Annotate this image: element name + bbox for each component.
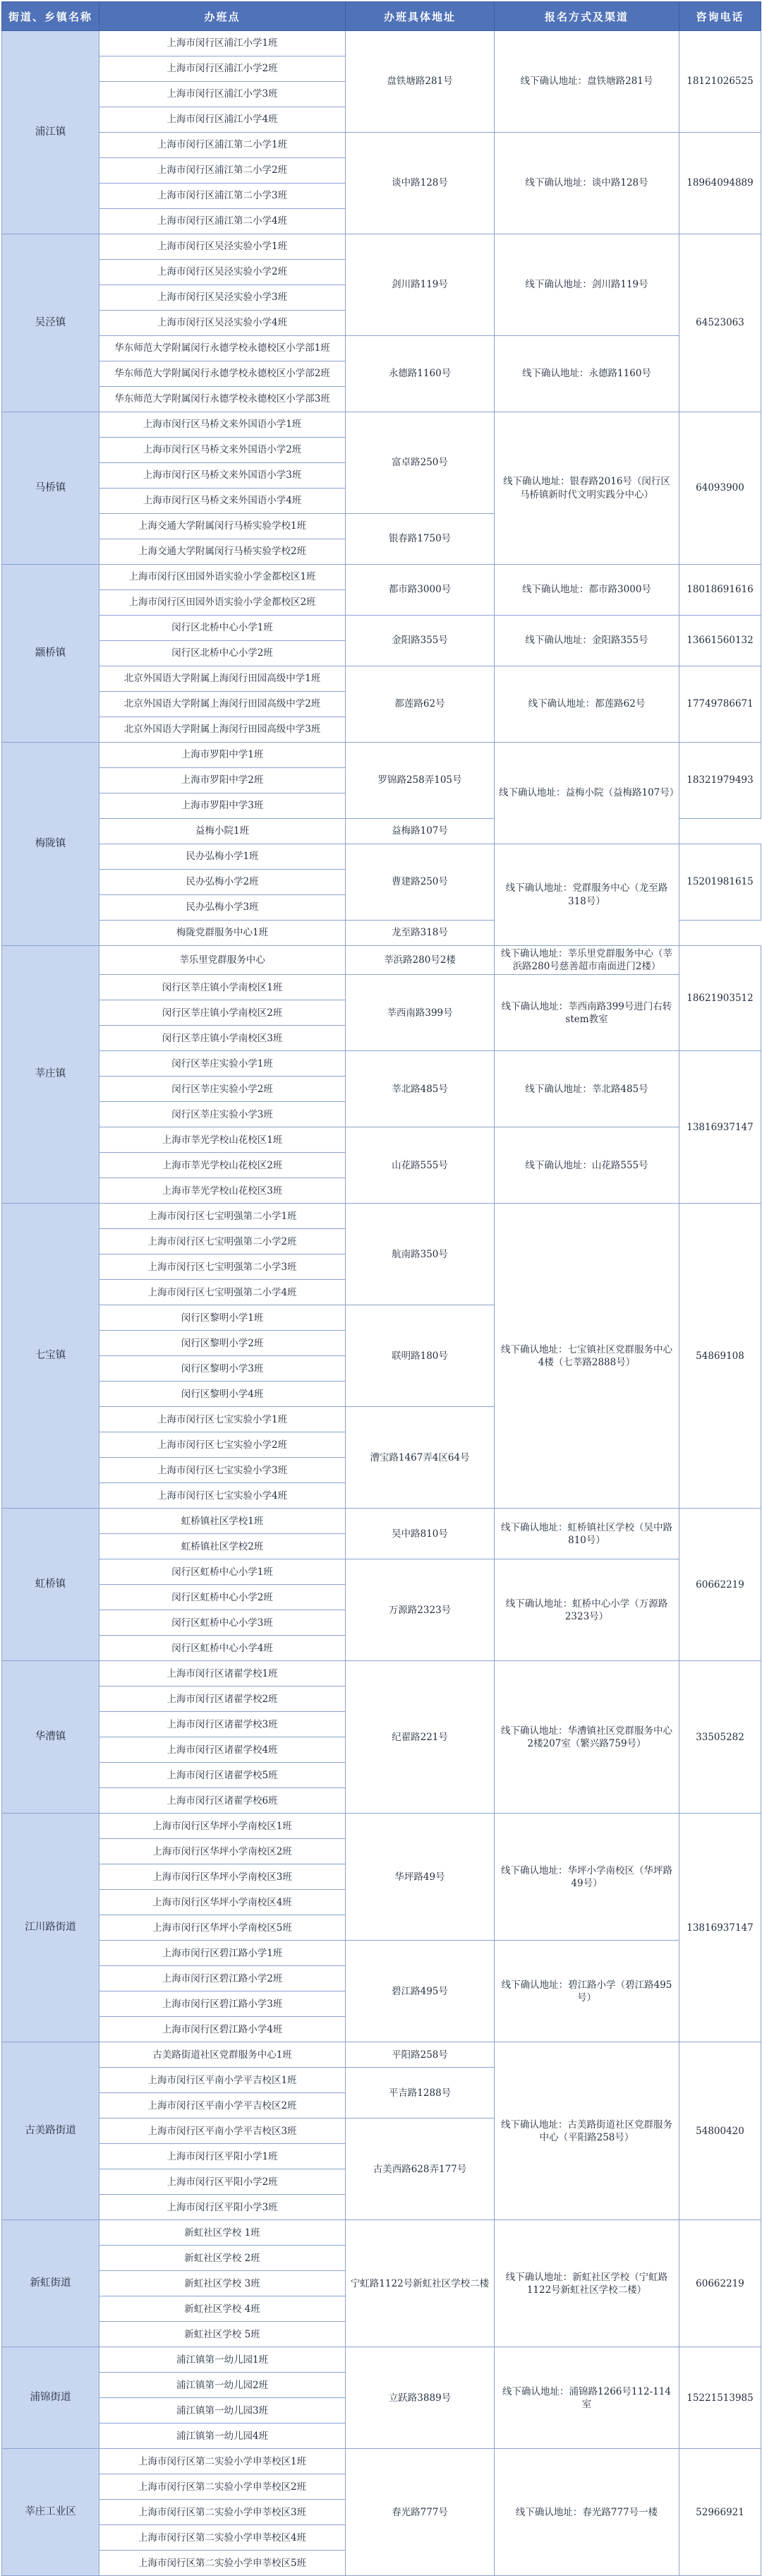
signup-method: 线下确认地址：七宝镇社区党群服务中心4楼（七莘路2888号） (495, 1204, 679, 1509)
class-point: 莘乐里党群服务中心 (99, 946, 346, 975)
class-address: 漕宝路1467弄4区64号 (346, 1407, 495, 1509)
class-point: 北京外国语大学附属上海闵行田园高级中学2班 (99, 692, 346, 717)
table-row (2, 412, 761, 438)
signup-method: 线下确认地址：莘西南路399号进门右转stem教室 (495, 975, 679, 1051)
class-point: 上海市闵行区马桥文来外国语小学3班 (99, 463, 346, 489)
table-row (2, 946, 761, 975)
class-point: 上海市闵行区吴泾实验小学3班 (99, 285, 346, 311)
class-point: 上海市闵行区田园外语实验小学金都校区1班 (99, 565, 346, 590)
class-point: 虹桥镇社区学校1班 (99, 1509, 346, 1534)
class-point: 闵行区北桥中心小学2班 (99, 641, 346, 666)
town-name: 颛桥镇 (2, 565, 99, 743)
class-point: 新虹社区学校 5班 (99, 2322, 346, 2347)
town-name: 吴泾镇 (2, 234, 99, 412)
class-point: 上海市闵行区华坪小学南校区1班 (99, 1814, 346, 1839)
signup-method: 线下确认地址：盘铁塘路281号 (495, 31, 679, 133)
class-point: 上海市闵行区浦江第二小学1班 (99, 133, 346, 158)
signup-method: 线下确认地址：浦锦路1266号112-114室 (495, 2347, 679, 2449)
class-point: 浦江镇第一幼儿园3班 (99, 2398, 346, 2424)
class-point: 上海市闵行区田园外语实验小学金都校区2班 (99, 590, 346, 616)
class-point: 浦江镇第一幼儿园4班 (99, 2424, 346, 2449)
signup-method: 线下确认地址：华漕镇社区党群服务中心2楼207室（繁兴路759号） (495, 1661, 679, 1814)
class-address: 莘西南路399号 (346, 975, 495, 1051)
table-row (2, 844, 761, 870)
class-point: 上海交通大学附属闵行马桥实验学校2班 (99, 539, 346, 565)
class-point: 益梅小院1班 (99, 819, 346, 844)
contact-phone: 60662219 (679, 1509, 761, 1661)
class-address: 莘北路485号 (346, 1051, 495, 1127)
class-point: 上海市闵行区马桥文来外国语小学4班 (99, 489, 346, 514)
table-row (2, 1941, 761, 1966)
signup-method: 线下确认地址：碧江路小学（碧江路495号） (495, 1941, 679, 2042)
signup-method: 线下确认地址：虹桥中心小学（万源路2323号） (495, 1559, 679, 1661)
class-address: 都莲路62号 (346, 666, 495, 743)
signup-method: 线下确认地址：谈中路128号 (495, 133, 679, 234)
contact-phone: 18018691616 (679, 565, 761, 616)
class-point: 虹桥镇社区学校2班 (99, 1534, 346, 1559)
town-name: 浦锦街道 (2, 2347, 99, 2449)
class-point: 闵行区黎明小学4班 (99, 1382, 346, 1407)
class-point: 上海市闵行区平阳小学1班 (99, 2144, 346, 2169)
class-point: 华东师范大学附属闵行永德学校永德校区小学部1班 (99, 336, 346, 361)
registration-table (1, 1, 761, 2576)
signup-method: 线下确认地址：益梅小院（益梅路107号） (495, 743, 679, 844)
town-name: 新虹街道 (2, 2220, 99, 2347)
class-point: 上海市闵行区诸翟学校4班 (99, 1737, 346, 1763)
class-address: 平阳路258号 (346, 2042, 495, 2068)
class-point: 闵行区虹桥中心小学1班 (99, 1559, 346, 1585)
contact-phone: 18964094889 (679, 133, 761, 234)
signup-method: 线下确认地址：山花路555号 (495, 1127, 679, 1204)
class-point: 上海市闵行区平南小学平吉校区2班 (99, 2093, 346, 2119)
class-address: 立跃路3889号 (346, 2347, 495, 2449)
class-point: 华东师范大学附属闵行永德学校永德校区小学部2班 (99, 361, 346, 387)
class-address: 古美西路628弄177号 (346, 2119, 495, 2220)
class-address: 金阳路355号 (346, 616, 495, 666)
contact-phone: 33505282 (679, 1661, 761, 1814)
town-name: 江川路街道 (2, 1814, 99, 2042)
class-point: 上海市闵行区浦江小学4班 (99, 107, 346, 133)
class-address: 春光路777号 (346, 2449, 495, 2576)
town-name: 浦江镇 (2, 31, 99, 234)
class-point: 上海市闵行区诸翟学校2班 (99, 1687, 346, 1712)
class-point: 上海市闵行区诸翟学校3班 (99, 1712, 346, 1737)
contact-phone: 18621903512 (679, 946, 761, 1051)
class-address: 联明路180号 (346, 1305, 495, 1407)
contact-phone: 54800420 (679, 2042, 761, 2220)
class-point: 闵行区黎明小学1班 (99, 1305, 346, 1331)
signup-method: 线下确认地址：都市路3000号 (495, 565, 679, 616)
signup-method: 线下确认地址：虹桥镇社区学校（吴中路810号） (495, 1509, 679, 1559)
class-point: 上海市闵行区诸翟学校6班 (99, 1788, 346, 1814)
table-row (2, 31, 761, 56)
class-point: 上海市闵行区七宝明强第二小学3班 (99, 1254, 346, 1280)
class-point: 闵行区莘庄镇小学南校区3班 (99, 1026, 346, 1051)
table-row (2, 565, 761, 590)
class-point: 上海市闵行区吴泾实验小学4班 (99, 311, 346, 336)
class-point: 上海市闵行区七宝明强第二小学4班 (99, 1280, 346, 1305)
class-address: 龙至路318号 (346, 921, 495, 946)
class-point: 古美路街道社区党群服务中心1班 (99, 2042, 346, 2068)
class-point: 闵行区黎明小学3班 (99, 1356, 346, 1382)
class-address: 华坪路49号 (346, 1814, 495, 1941)
class-point: 上海市闵行区碧江路小学3班 (99, 1991, 346, 2017)
contact-phone: 13816937147 (679, 1051, 761, 1204)
class-point: 闵行区北桥中心小学1班 (99, 616, 346, 641)
class-point: 上海市闵行区吴泾实验小学2班 (99, 260, 346, 285)
header-town: 街道、乡镇名称 (2, 2, 99, 31)
class-address: 宁虹路1122号新虹社区学校二楼 (346, 2220, 495, 2347)
table-row (2, 133, 761, 158)
town-name: 马桥镇 (2, 412, 99, 565)
table-row (2, 743, 761, 768)
class-address: 曹建路250号 (346, 844, 495, 921)
class-point: 上海市闵行区第二实验小学申莘校区3班 (99, 2500, 346, 2525)
class-point: 上海市闵行区七宝明强第二小学2班 (99, 1229, 346, 1254)
class-point: 闵行区虹桥中心小学2班 (99, 1585, 346, 1610)
class-point: 上海市闵行区第二实验小学申莘校区5班 (99, 2551, 346, 2576)
class-point: 新虹社区学校 1班 (99, 2220, 346, 2246)
class-point: 新虹社区学校 2班 (99, 2246, 346, 2271)
signup-method: 线下确认地址：春光路777号一楼 (495, 2449, 679, 2576)
town-name: 华漕镇 (2, 1661, 99, 1814)
class-address: 纪翟路221号 (346, 1661, 495, 1814)
class-point: 闵行区莘庄镇小学南校区2班 (99, 1000, 346, 1026)
table-row (2, 2042, 761, 2068)
town-name: 莘庄工业区 (2, 2449, 99, 2576)
class-point: 上海市闵行区七宝实验小学4班 (99, 1483, 346, 1509)
class-point: 上海市闵行区第二实验小学申莘校区1班 (99, 2449, 346, 2474)
class-point: 上海市闵行区马桥文来外国语小学2班 (99, 438, 346, 463)
class-address: 谈中路128号 (346, 133, 495, 234)
class-point: 上海市闵行区浦江小学2班 (99, 56, 346, 82)
class-point: 民办弘梅小学2班 (99, 870, 346, 895)
class-address: 富卓路250号 (346, 412, 495, 514)
class-point: 闵行区黎明小学2班 (99, 1331, 346, 1356)
class-point: 上海市闵行区诸翟学校5班 (99, 1763, 346, 1788)
class-point: 北京外国语大学附属上海闵行田园高级中学1班 (99, 666, 346, 692)
signup-method: 线下确认地址：古美路街道社区党群服务中心（平阳路258号） (495, 2042, 679, 2220)
class-point: 上海市闵行区碧江路小学4班 (99, 2017, 346, 2042)
class-address: 平吉路1288号 (346, 2068, 495, 2119)
class-point: 上海市闵行区华坪小学南校区4班 (99, 1890, 346, 1915)
class-address: 永德路1160号 (346, 336, 495, 412)
signup-method: 线下确认地址：都莲路62号 (495, 666, 679, 743)
signup-method: 线下确认地址：新虹社区学校（宁虹路1122号新虹社区学校二楼） (495, 2220, 679, 2347)
class-point: 闵行区虹桥中心小学3班 (99, 1610, 346, 1636)
class-point: 上海市罗阳中学3班 (99, 793, 346, 819)
table-row (2, 1051, 761, 1077)
class-address: 万源路2323号 (346, 1559, 495, 1661)
class-point: 上海市闵行区浦江小学3班 (99, 82, 346, 107)
class-point: 上海市闵行区华坪小学南校区2班 (99, 1839, 346, 1864)
class-point: 上海市闵行区平阳小学2班 (99, 2169, 346, 2195)
class-point: 上海市闵行区第二实验小学申莘校区2班 (99, 2474, 346, 2500)
signup-method: 线下确认地址：党群服务中心（龙至路318号） (495, 844, 679, 946)
class-point: 闵行区虹桥中心小学4班 (99, 1636, 346, 1661)
town-name: 七宝镇 (2, 1204, 99, 1509)
class-address: 山花路555号 (346, 1127, 495, 1204)
contact-phone: 15221513985 (679, 2347, 761, 2449)
table-row (2, 1661, 761, 1687)
class-point: 北京外国语大学附属上海闵行田园高级中学3班 (99, 717, 346, 743)
table-row (2, 1204, 761, 1229)
signup-method: 线下确认地址：银春路2016号（闵行区马桥镇新时代文明实践分中心） (495, 412, 679, 565)
class-point: 闵行区莘庄镇小学南校区1班 (99, 975, 346, 1000)
signup-method: 线下确认地址：莘乐里党群服务中心（莘浜路280号慈善超市南面进门2楼） (495, 946, 679, 975)
table-row (2, 234, 761, 260)
table-row (2, 1127, 761, 1153)
table-row (2, 666, 761, 692)
class-point: 上海市罗阳中学1班 (99, 743, 346, 768)
class-point: 上海市闵行区平阳小学3班 (99, 2195, 346, 2220)
class-point: 上海市罗阳中学2班 (99, 768, 346, 793)
class-point: 新虹社区学校 3班 (99, 2271, 346, 2296)
class-point: 上海市闵行区平南小学平吉校区1班 (99, 2068, 346, 2093)
class-point: 民办弘梅小学1班 (99, 844, 346, 870)
signup-method: 线下确认地址：莘北路485号 (495, 1051, 679, 1127)
class-point: 上海市闵行区七宝实验小学1班 (99, 1407, 346, 1432)
table-row (2, 616, 761, 641)
class-point: 梅陇党群服务中心1班 (99, 921, 346, 946)
contact-phone: 13816937147 (679, 1814, 761, 2042)
table-body (2, 31, 761, 2576)
class-point: 上海市闵行区浦江第二小学3班 (99, 184, 346, 209)
table-row (2, 1559, 761, 1585)
class-point: 上海市闵行区华坪小学南校区5班 (99, 1915, 346, 1941)
class-address: 罗锦路258弄105号 (346, 743, 495, 819)
class-point: 上海市闵行区七宝明强第二小学1班 (99, 1204, 346, 1229)
class-address: 益梅路107号 (346, 819, 495, 844)
class-address: 盘铁塘路281号 (346, 31, 495, 133)
class-address: 航南路350号 (346, 1204, 495, 1305)
class-point: 上海市莘光学校山花校区2班 (99, 1153, 346, 1178)
header-row (2, 2, 761, 31)
contact-phone: 18321979493 (679, 743, 761, 819)
class-point: 新虹社区学校 4班 (99, 2296, 346, 2322)
header-phone: 咨询电话 (679, 2, 761, 31)
class-address: 银春路1750号 (346, 514, 495, 565)
contact-phone: 52966921 (679, 2449, 761, 2576)
class-point: 上海市闵行区华坪小学南校区3班 (99, 1864, 346, 1890)
town-name: 梅陇镇 (2, 743, 99, 946)
town-name: 莘庄镇 (2, 946, 99, 1204)
header-signup: 报名方式及渠道 (495, 2, 679, 31)
class-point: 上海市闵行区诸翟学校1班 (99, 1661, 346, 1687)
class-point: 闵行区莘庄实验小学2班 (99, 1077, 346, 1102)
table-row (2, 336, 761, 361)
class-point: 闵行区莘庄实验小学3班 (99, 1102, 346, 1127)
class-point: 上海市闵行区平南小学平吉校区3班 (99, 2119, 346, 2144)
contact-phone: 64523063 (679, 234, 761, 412)
class-point: 上海市闵行区浦江第二小学2班 (99, 158, 346, 184)
class-point: 上海交通大学附属闵行马桥实验学校1班 (99, 514, 346, 539)
table-row (2, 2449, 761, 2474)
class-address: 都市路3000号 (346, 565, 495, 616)
class-point: 上海市莘光学校山花校区1班 (99, 1127, 346, 1153)
class-address: 剑川路119号 (346, 234, 495, 336)
contact-phone: 13661560132 (679, 616, 761, 666)
class-point: 上海市闵行区碧江路小学1班 (99, 1941, 346, 1966)
contact-phone: 18121026525 (679, 31, 761, 133)
class-point: 上海市闵行区浦江小学1班 (99, 31, 346, 56)
contact-phone: 54869108 (679, 1204, 761, 1509)
table-row (2, 2220, 761, 2246)
class-address: 莘浜路280号2楼 (346, 946, 495, 975)
class-point: 上海市闵行区七宝实验小学2班 (99, 1432, 346, 1458)
class-point: 浦江镇第一幼儿园1班 (99, 2347, 346, 2373)
header-point: 办班点 (99, 2, 346, 31)
contact-phone: 17749786671 (679, 666, 761, 743)
town-name: 虹桥镇 (2, 1509, 99, 1661)
table-row (2, 975, 761, 1000)
class-point: 上海市闵行区碧江路小学2班 (99, 1966, 346, 1991)
signup-method: 线下确认地址：剑川路119号 (495, 234, 679, 336)
class-point: 上海市闵行区吴泾实验小学1班 (99, 234, 346, 260)
table-row (2, 2347, 761, 2373)
class-point: 上海市莘光学校山花校区3班 (99, 1178, 346, 1204)
class-point: 上海市闵行区马桥文来外国语小学1班 (99, 412, 346, 438)
signup-method: 线下确认地址：金阳路355号 (495, 616, 679, 666)
class-point: 上海市闵行区浦江第二小学4班 (99, 209, 346, 234)
class-point: 上海市闵行区第二实验小学申莘校区4班 (99, 2525, 346, 2551)
signup-method: 线下确认地址：华坪小学南校区（华坪路49号） (495, 1814, 679, 1941)
class-point: 上海市闵行区七宝实验小学3班 (99, 1458, 346, 1483)
class-address: 吴中路810号 (346, 1509, 495, 1559)
contact-phone: 60662219 (679, 2220, 761, 2347)
class-point: 闵行区莘庄实验小学1班 (99, 1051, 346, 1077)
town-name: 古美路街道 (2, 2042, 99, 2220)
header-address: 办班具体地址 (346, 2, 495, 31)
class-point: 浦江镇第一幼儿园2班 (99, 2373, 346, 2398)
contact-phone: 15201981615 (679, 844, 761, 921)
contact-phone: 64093900 (679, 412, 761, 565)
class-address: 碧江路495号 (346, 1941, 495, 2042)
class-point: 民办弘梅小学3班 (99, 895, 346, 921)
table-row (2, 1814, 761, 1839)
signup-method: 线下确认地址：永德路1160号 (495, 336, 679, 412)
class-point: 华东师范大学附属闵行永德学校永德校区小学部3班 (99, 387, 346, 412)
table-row (2, 1509, 761, 1534)
